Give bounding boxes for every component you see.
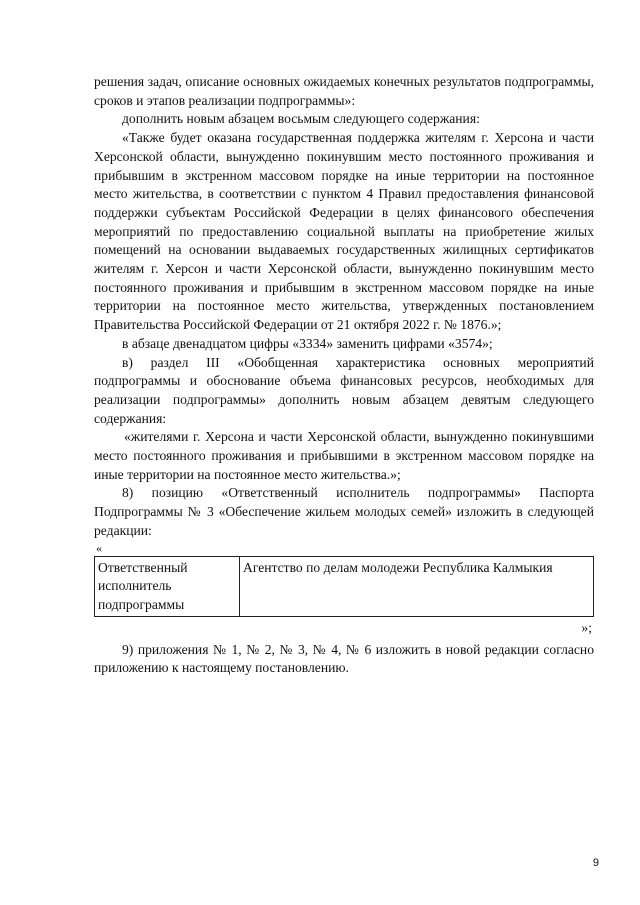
passport-table bbox=[94, 556, 594, 617]
paragraph-continuation: решения задач, описание основных ожидаемых конечных результатов подпрограммы, сроков и этапов реализации подпрограммы»: bbox=[94, 74, 594, 108]
paragraph-quoted-residents: «жителями г. Херсона и части Херсонской области, вынужденно покинувшими место постоянного проживания и прибывшими в экстренном массовом порядке на иные территории на постоянное место жительства.»; bbox=[94, 429, 594, 482]
document-body bbox=[94, 73, 594, 678]
opening-quote-mark: « bbox=[96, 540, 102, 555]
table-cell-value: Агентство по делам молодежи Республика Калмыкия bbox=[240, 556, 594, 616]
paragraph-instruction: дополнить новым абзацем восьмым следующего содержания: bbox=[122, 111, 480, 127]
paragraph-section-three: в) раздел III «Обобщенная характеристика основных мероприятий подпрограммы и обоснование объема финансовых ресурсов, необходимых для реализации подпрограммы» дополнить новым абзацем девятым следующего содержания: bbox=[94, 354, 594, 426]
paragraph-item-eight: 8) позицию «Ответственный исполнитель подпрограммы» Паспорта Подпрограммы № 3 «Обеспечение жильем молодых семей» изложить в следующей редакции: bbox=[94, 485, 594, 538]
paragraph-item-nine: 9) приложения № 1, № 2, № 3, № 4, № 6 изложить в новой редакции согласно приложению к настоящему постановлению. bbox=[94, 641, 594, 676]
page-number: 9 bbox=[592, 857, 599, 869]
paragraph-digit-replacement: в абзаце двенадцатом цифры «3334» заменить цифрами «3574»; bbox=[122, 335, 493, 351]
closing-quote-mark: »; bbox=[581, 619, 592, 635]
table-row bbox=[95, 556, 594, 616]
paragraph-quoted-support: «Также будет оказана государственная поддержка жителям г. Херсона и части Херсонской области, вынужденно покинувшим место постоянного проживания и прибывшим в экстренном массовом порядке на иные территории на постоянное место жительства, в соответствии с пунктом 4 Правил предоставления финансовой поддержки субъектам Российской Федерации в целях финансового обеспечения мероприятий по предоставлению социальной выплаты на приобретение жилых помещений на основании выдаваемых государственных жилищных сертификатов жителям г. Херсон и части Херсонской области, вынужденно покинувшим место постоянного проживания и прибывшим в экстренном массовом порядке на иные территории на постоянное место жительства, утвержденных постановлением Правительства Российской Федерации от 21 октября 2022 г. № 1876.»; bbox=[94, 130, 594, 333]
table-cell-label: Ответственный исполнитель подпрограммы bbox=[95, 556, 240, 616]
